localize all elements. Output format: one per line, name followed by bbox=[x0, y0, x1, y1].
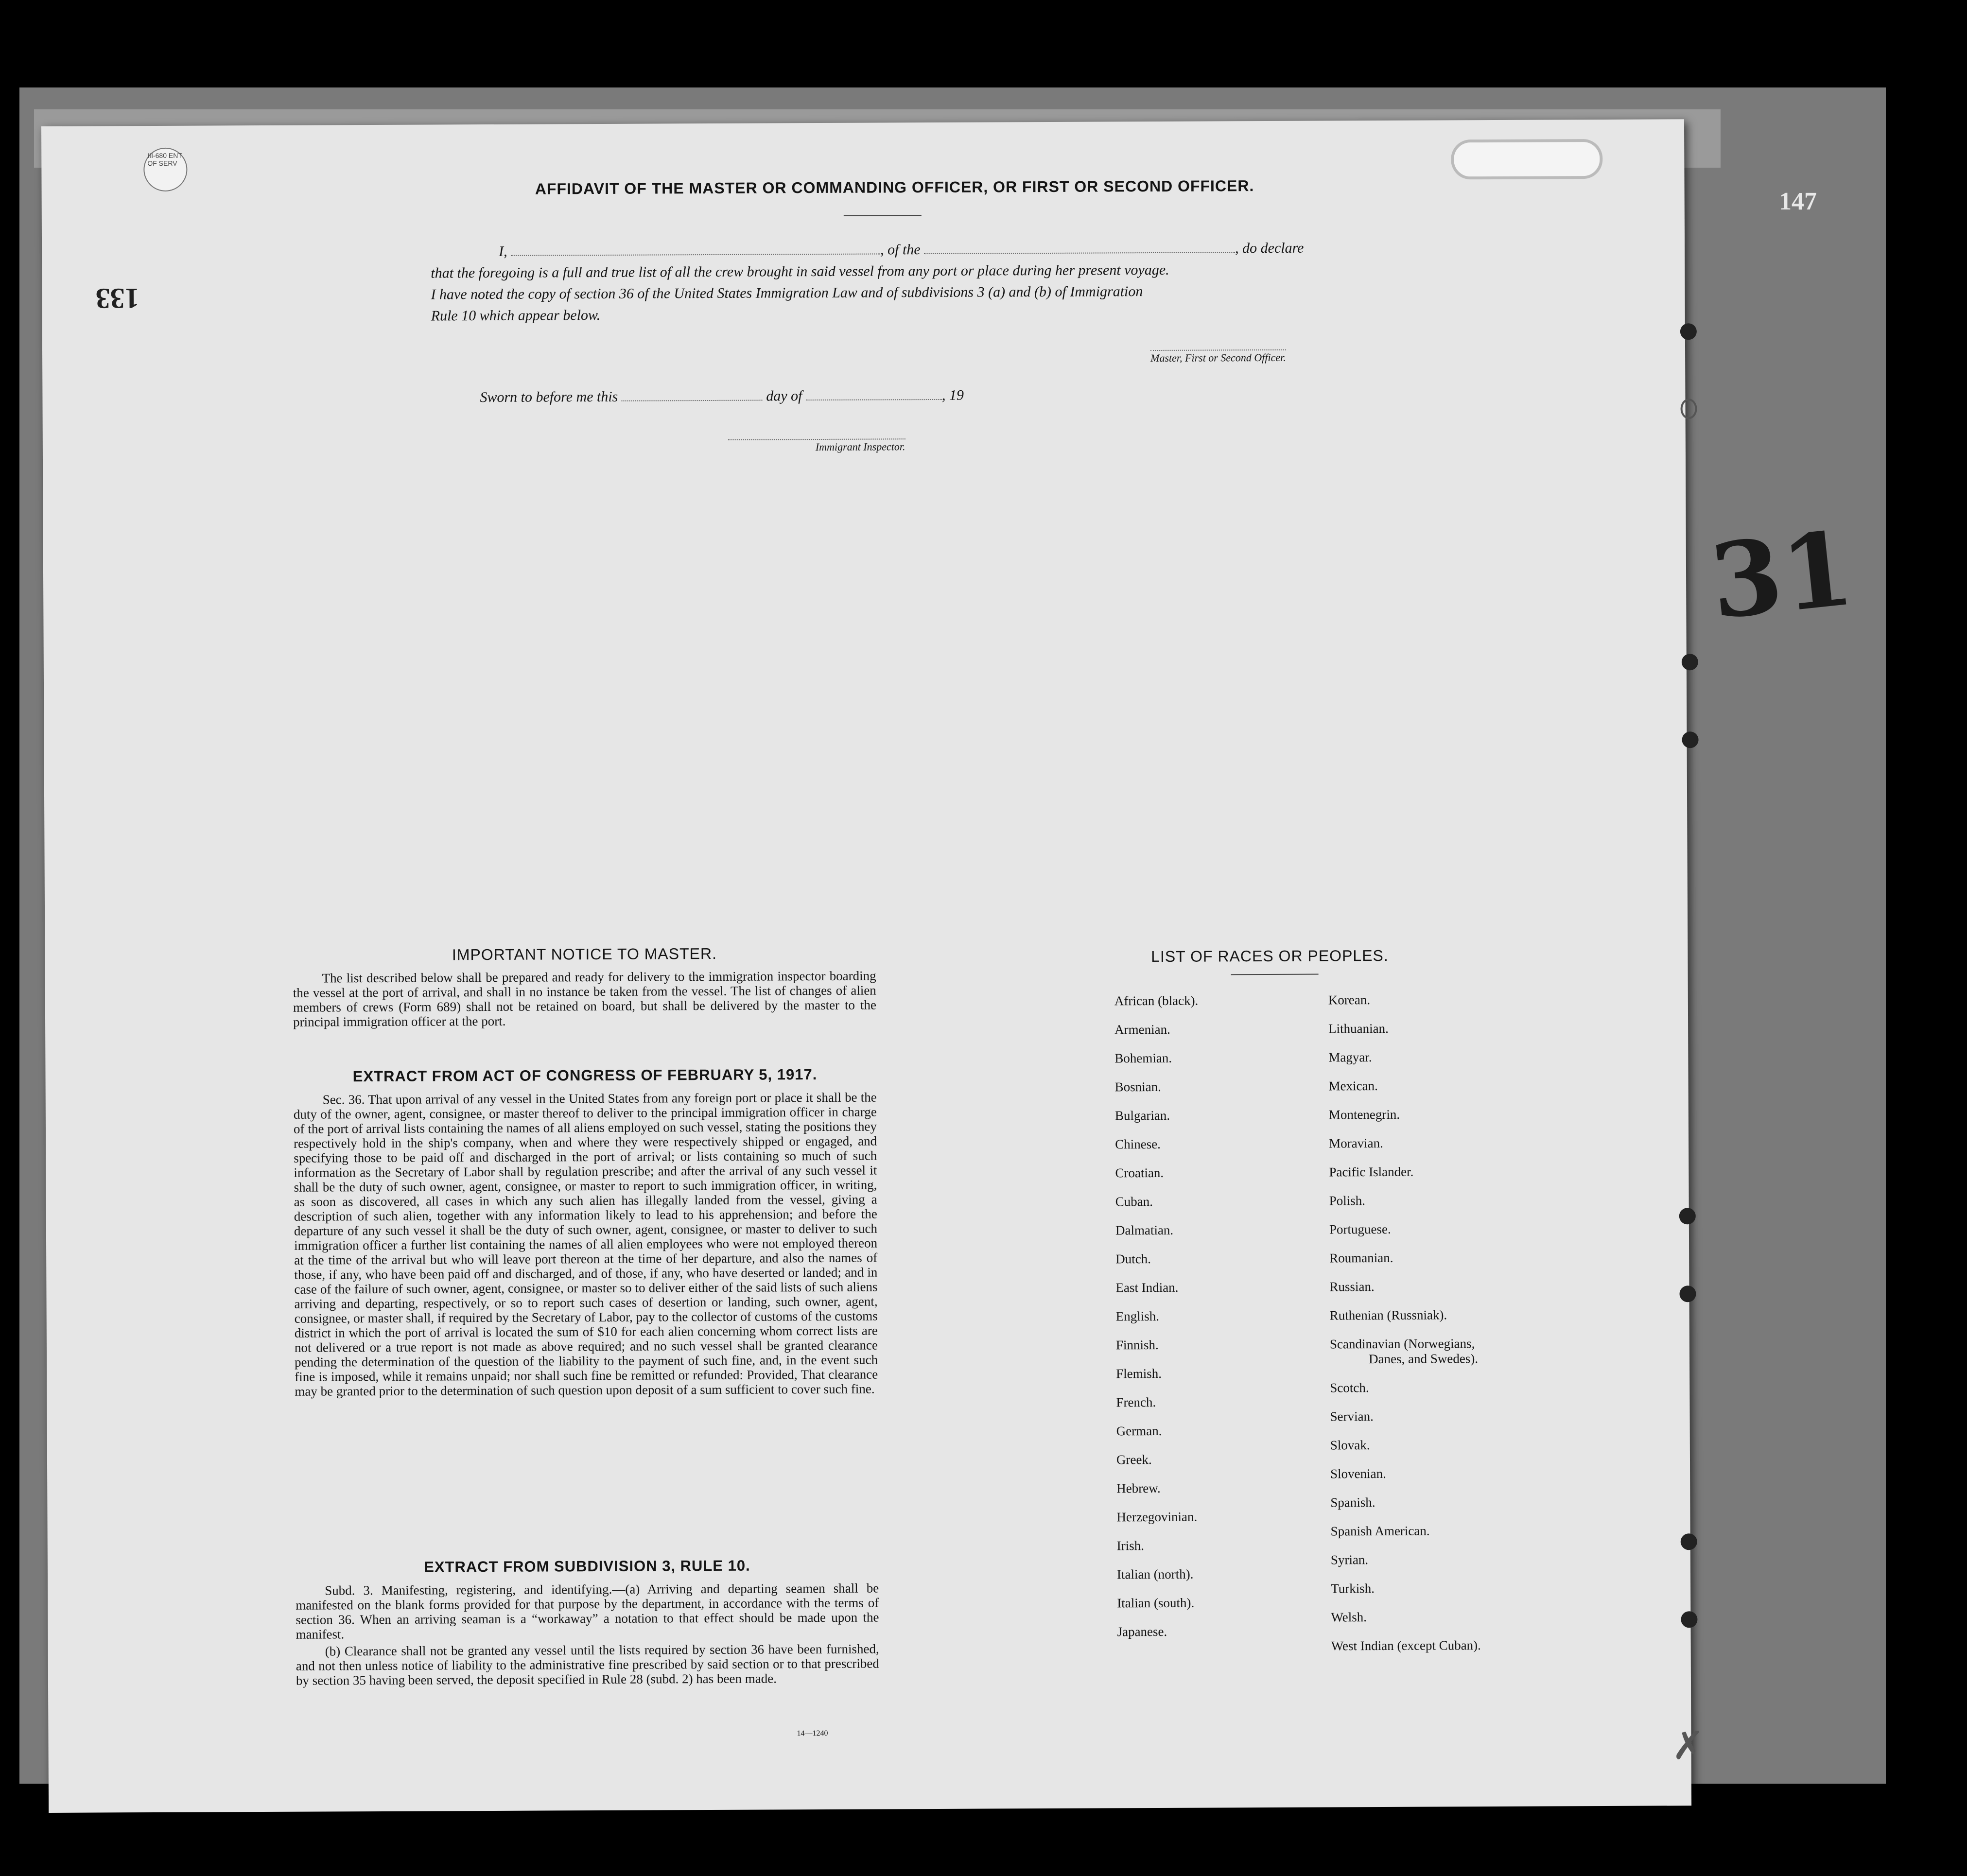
race-item: English. bbox=[1115, 1308, 1160, 1324]
affidavit-line-3: I have noted the copy of section 36 of the United States Immigration Law and of subdivisions 3 (a) and (b) of Immigration bbox=[431, 283, 1143, 303]
inspector-signature-label: Immigrant Inspector. bbox=[728, 438, 905, 454]
race-item: Armenian. bbox=[1114, 1022, 1170, 1037]
punch-hole bbox=[1680, 399, 1697, 419]
punch-hole bbox=[1681, 1611, 1697, 1628]
punch-hole bbox=[1682, 731, 1698, 748]
sworn-line bbox=[480, 384, 1112, 408]
race-item: Servian. bbox=[1330, 1409, 1374, 1424]
races-rule bbox=[1231, 974, 1319, 975]
race-item: Scotch. bbox=[1330, 1380, 1369, 1395]
race-item: Mexican. bbox=[1328, 1078, 1378, 1094]
page-number-right: 147 bbox=[1779, 188, 1817, 215]
race-item: West Indian (except Cuban). bbox=[1331, 1638, 1481, 1653]
race-item: Cuban. bbox=[1115, 1194, 1153, 1209]
master-signature-label: Master, First or Second Officer. bbox=[1150, 349, 1286, 365]
race-item: Korean. bbox=[1328, 992, 1371, 1007]
page-number-left: 133 bbox=[95, 282, 139, 315]
race-item: Japanese. bbox=[1117, 1624, 1167, 1639]
race-item: Dalmatian. bbox=[1115, 1222, 1174, 1238]
race-item: Scandinavian (Norwegians, bbox=[1329, 1336, 1475, 1352]
race-item: Flemish. bbox=[1116, 1366, 1162, 1381]
sworn-day: day of bbox=[766, 388, 802, 404]
races-title: LIST OF RACES OR PEOPLES. bbox=[1151, 946, 1389, 966]
punch-hole bbox=[1679, 1285, 1696, 1302]
punch-hole bbox=[1680, 323, 1697, 340]
sworn-year: , 19 bbox=[941, 387, 964, 403]
sworn-prefix: Sworn to before me this bbox=[480, 388, 618, 406]
document-page bbox=[41, 119, 1705, 1813]
race-item: Bohemian. bbox=[1114, 1050, 1172, 1066]
rule-extract-text-a: Subd. 3. Manifesting, registering, and identifying.—(a) Arriving and departing seamen shall be manifested on the blank forms provided for that purpose by the department, in accordance with the terms of section 36. When an arriving seaman is a “workaway” a notation to that effect should be made upon the manifest. bbox=[296, 1581, 879, 1642]
punch-hole bbox=[1681, 1533, 1697, 1550]
race-item: Montenegrin. bbox=[1328, 1107, 1400, 1122]
race-item: German. bbox=[1116, 1423, 1162, 1439]
race-item: Bulgarian. bbox=[1114, 1108, 1170, 1123]
race-item: Finnish. bbox=[1115, 1337, 1159, 1353]
affidavit-line-2: that the foregoing is a full and true list of all the crew brought in said vessel from any port or place during her present voyage. bbox=[431, 261, 1169, 281]
affidavit-line-4: Rule 10 which appear below. bbox=[431, 307, 601, 324]
race-item: Lithuanian. bbox=[1328, 1021, 1389, 1036]
day-blank bbox=[622, 400, 763, 401]
race-item: Hebrew. bbox=[1116, 1480, 1161, 1496]
punch-hole bbox=[1682, 654, 1698, 670]
race-item: Pacific Islander. bbox=[1329, 1164, 1414, 1180]
pencil-mark: ✗ bbox=[1671, 1723, 1705, 1769]
race-item: Chinese. bbox=[1115, 1136, 1161, 1152]
race-item: Portuguese. bbox=[1329, 1221, 1391, 1237]
race-item: East Indian. bbox=[1115, 1280, 1179, 1295]
act-extract-title: EXTRACT FROM ACT OF CONGRESS OF FEBRUARY 5, 1917. bbox=[352, 1066, 818, 1085]
paper-clip bbox=[1451, 139, 1602, 179]
race-item: Danes, and Swedes). bbox=[1369, 1351, 1479, 1367]
form-code: 14—1240 bbox=[797, 1729, 828, 1738]
race-item: Ruthenian (Russniak). bbox=[1329, 1307, 1447, 1323]
race-item: Dutch. bbox=[1115, 1251, 1151, 1267]
month-blank bbox=[806, 399, 942, 400]
act-extract-text: Sec. 36. That upon arrival of any vessel in the United States from any foreign port or place it shall be the duty of the owner, agent, consignee, or master thereof to deliver to the principal immigration officer in charge of the port of arrival lists containing the names of all aliens employed on such vessel, stating the positions they respectively hold in the ship's company, when and where they were respectively shipped or engaged, and specifying those to be paid off and discharged in the port of arrival; or lists containing so much of such information as the Secretary of Labor shall by regulation prescribe; and after the arrival of any such vessel it shall be the duty of such owner, agent, consignee, or master to report to such immigration officer, in writing, as soon as discovered, all cases in which any such alien has illegally landed from the vessel, giving a description of such alien, together with any information likely to lead to his apprehension; and before the departure of any such vessel it shall be the duty of such owner, agent, consignee, or master to deliver to such immigration officer a further list containing the names of all alien employees who were not employed thereon at the time of the arrival but who will leave port thereon at the time of her departure, and also the names of those, if any, who have been paid off and discharged, and of those, if any, who have deserted or landed; and in case of the failure of such owner, agent, consignee, or master so to deliver either of the said lists of such aliens arriving and departing, respectively, or so to report such cases of desertion or landing, such owner, agent, consignee, or master shall, if required by the Secretary of Labor, pay to the collector of customs of the customs district in which the port of arrival is located the sum of $10 for each alien concerning whom correct lists are not delivered or a true report is not made as above required; and no such vessel shall be granted clearance pending the determination of the question of the liability to the payment of such fine, and, in the event such fine is imposed, while it remains unpaid; nor shall such fine be remitted or refunded: Provided, That clearance may be granted prior to the determination of such question upon deposit of a sum sufficient to cover such fine. bbox=[293, 1090, 878, 1399]
race-item: Welsh. bbox=[1331, 1610, 1367, 1625]
affidavit-title: AFFIDAVIT OF THE MASTER OR COMMANDING OFFICER, OR FIRST OR SECOND OFFICER. bbox=[535, 177, 1254, 198]
race-item: Roumanian. bbox=[1329, 1250, 1393, 1266]
race-item: Italian (north). bbox=[1116, 1566, 1194, 1582]
race-item: Spanish American. bbox=[1330, 1523, 1430, 1539]
race-item: Herzegovinian. bbox=[1116, 1509, 1198, 1525]
race-item: Syrian. bbox=[1330, 1552, 1369, 1567]
race-item: Slovak. bbox=[1330, 1438, 1370, 1453]
rule-extract-text-b: (b) Clearance shall not be granted any vessel until the lists required by section 36 have been furnished, and not then unless notice of liability to the administrative fine prescribed by said section or to that prescribed by section 35 having been served, the deposit specified in Rule 28 (subd. 2) has been made. bbox=[296, 1641, 879, 1688]
race-item: Moravian. bbox=[1329, 1135, 1383, 1151]
name-blank bbox=[511, 253, 880, 256]
affidavit-declare: , do declare bbox=[1235, 240, 1304, 257]
race-item: Polish. bbox=[1329, 1193, 1366, 1208]
race-item: Slovenian. bbox=[1330, 1466, 1386, 1481]
race-item: Turkish. bbox=[1331, 1581, 1375, 1596]
races-right-column bbox=[1328, 985, 1481, 1660]
notice-text: The list described below shall be prepared and ready for delivery to the immigration inspector boarding the vessel at the port of arrival, and shall in no instance be taken from the vessel. The list of changes of alien members of crews (Form 689) shall not be retained on board, but shall be delivered by the master to the principal immigration officer at the port. bbox=[293, 968, 876, 1029]
race-item: Greek. bbox=[1116, 1452, 1152, 1467]
handwritten-number: 31 bbox=[1705, 508, 1859, 643]
race-item: Croatian. bbox=[1115, 1165, 1164, 1181]
notice-title: IMPORTANT NOTICE TO MASTER. bbox=[452, 944, 717, 964]
race-item: French. bbox=[1116, 1395, 1156, 1410]
affidavit-of-the: , of the bbox=[880, 242, 921, 258]
race-item: Russian. bbox=[1329, 1279, 1375, 1294]
race-item: Magyar. bbox=[1328, 1050, 1372, 1065]
race-item: Italian (south). bbox=[1117, 1595, 1195, 1611]
rule-extract-title: EXTRACT FROM SUBDIVISION 3, RULE 10. bbox=[424, 1557, 750, 1576]
race-item: Irish. bbox=[1116, 1538, 1145, 1553]
affidavit-i: I, bbox=[499, 243, 507, 260]
title-rule bbox=[844, 215, 922, 216]
races-left-column bbox=[1114, 987, 1201, 1647]
vessel-blank bbox=[924, 252, 1235, 254]
archive-stamp: III-680 ENT OF SERV bbox=[143, 148, 187, 191]
punch-hole bbox=[1679, 1208, 1696, 1224]
race-item: African (black). bbox=[1114, 993, 1199, 1008]
race-item: Spanish. bbox=[1330, 1495, 1375, 1510]
race-item: Bosnian. bbox=[1114, 1079, 1161, 1094]
